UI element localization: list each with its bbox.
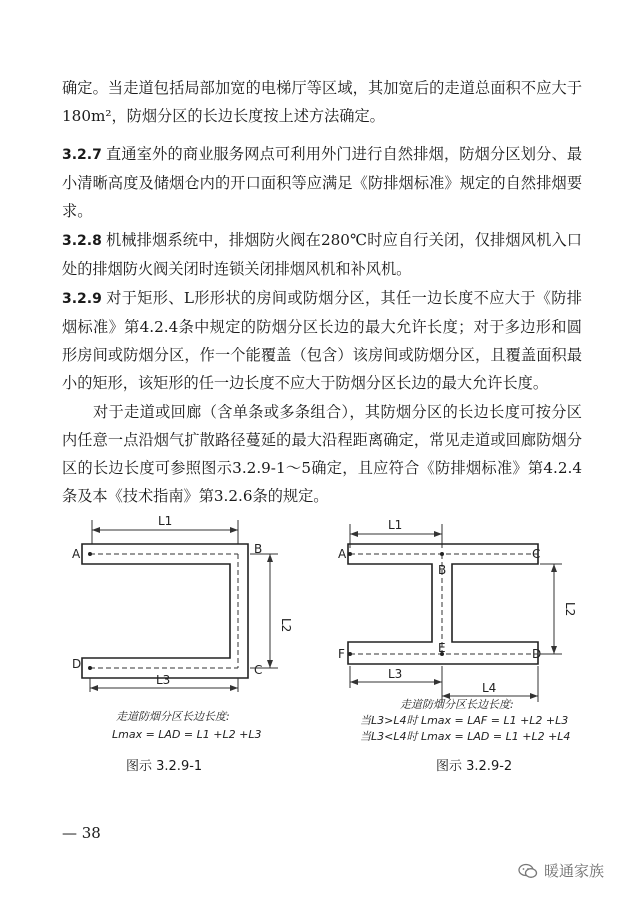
caption-fig-2: 图示 3.2.9-2 [436, 759, 513, 774]
point-d: D [72, 657, 82, 671]
note-title: 走道防烟分区长边长度: [400, 698, 514, 711]
note-title: 走道防烟分区长边长度: [116, 710, 230, 723]
point-c: C [254, 663, 263, 677]
dim-l2: L2 [279, 618, 293, 633]
point-d: D [532, 647, 542, 661]
page-number: — 38 [62, 824, 101, 842]
section-number: 3.2.7 [62, 147, 102, 163]
paragraph-corridor [62, 398, 582, 510]
note-line-2: 当L3<L4时 Lmax = LAD = L1 +L2 +L4 [360, 730, 571, 743]
section-text: 直通室外的商业服务网点可利用外门进行自然排烟，防烟分区划分、最小清晰高度及储烟仓内的开口面积等应满足《防排烟标准》规定的自然排烟要求。 [62, 145, 582, 220]
paragraph-1-text: 确定。当走道包括局部加宽的电梯厅等区域，其加宽后的走道总面积不应大于180m²，防烟分区的长边长度按上述方法确定。 [62, 79, 582, 125]
point-e: E [438, 641, 446, 655]
paragraph-1 [62, 74, 582, 130]
note-line-1: 当L3>L4时 Lmax = LAF = L1 +L2 +L3 [360, 714, 569, 727]
paragraph-corridor-text: 对于走道或回廊（含单条或多条组合），其防烟分区的长边长度可按分区内任意一点沿烟气扩散路径蔓延的最大沿程距离确定，常见走道或回廊防烟分区的长边长度可参照图示3.2.9-1～5确定，且应符合《防排烟标准》第4.2.4条及本《技术指南》第3.2.6条的规定。 [62, 403, 582, 505]
section-3-2-7 [62, 140, 582, 225]
dim-l4: L4 [482, 681, 497, 695]
section-number: 3.2.9 [62, 291, 102, 307]
section-text: 机械排烟系统中，排烟防火阀在280℃时应自行关闭，仅排烟风机入口处的排烟防火阀关闭时连锁关闭排烟风机和补风机。 [62, 231, 582, 278]
section-3-2-9 [62, 284, 582, 397]
wechat-icon [518, 863, 538, 879]
note-formula: Lmax = LAD = L1 +L2 +L3 [112, 728, 262, 741]
point-b: B [438, 563, 447, 577]
point-f: F [338, 647, 345, 661]
dim-l3: L3 [156, 673, 171, 687]
watermark [518, 860, 604, 881]
dim-l2: L2 [563, 602, 577, 617]
dim-l1: L1 [388, 518, 403, 532]
section-number: 3.2.8 [62, 233, 102, 249]
point-c: C [532, 547, 541, 561]
point-a: A [72, 547, 81, 561]
figure-3-2-9-1 [60, 508, 300, 748]
dim-l3: L3 [388, 667, 403, 681]
point-a: A [338, 547, 347, 561]
watermark-text: 暖通家族 [543, 862, 604, 880]
section-3-2-8 [62, 226, 582, 283]
figure-3-2-9-2 [330, 508, 580, 748]
section-text: 对于矩形、L形形状的房间或防烟分区，其任一边长度不应大于《防排烟标准》第4.2.4条中规定的防烟分区长边的最大允许长度；对于多边形和圆形房间或防烟分区，作一个能覆盖（包含）该房间或防烟分区，且覆盖面积最小的矩形，该矩形的任一边长度不应大于防烟分区长边的最大允许长度。 [62, 289, 582, 392]
dim-l1: L1 [158, 514, 173, 528]
caption-fig-1: 图示 3.2.9-1 [126, 759, 203, 774]
point-b: B [254, 542, 263, 556]
